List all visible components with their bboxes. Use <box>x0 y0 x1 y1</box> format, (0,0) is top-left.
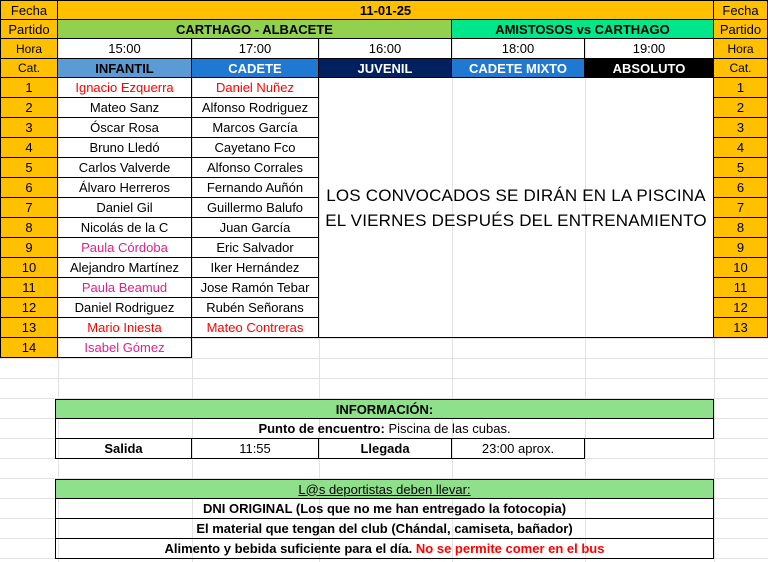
hora-label-right: Hora <box>714 39 768 59</box>
infantil-player: Mateo Sanz <box>58 98 192 118</box>
match-carthago-albacete: CARTHAGO - ALBACETE <box>58 20 452 39</box>
gridline-horizontal <box>0 378 768 379</box>
infantil-player: Daniel Rodriguez <box>58 298 192 318</box>
match-amistosos: AMISTOSOS vs CARTHAGO <box>452 20 714 39</box>
infantil-player: Bruno Lledó <box>58 138 192 158</box>
row-number-right: 5 <box>714 158 768 178</box>
salida-label: Salida <box>55 439 192 459</box>
row-number-left: 2 <box>0 98 58 118</box>
category-cadete-mixto: CADETE MIXTO <box>452 59 585 78</box>
cadete-player: Rubén Señorans <box>192 298 319 318</box>
time-cadete: 17:00 <box>192 39 319 59</box>
notice-line-1: LOS CONVOCADOS SE DIRÁN EN LA PISCINA <box>326 185 706 205</box>
infantil-player: Álvaro Herreros <box>58 178 192 198</box>
row-number-left: 9 <box>0 238 58 258</box>
row-number-right: 11 <box>714 278 768 298</box>
row-number-right: 4 <box>714 138 768 158</box>
cadete-player: Guillermo Balufo <box>192 198 319 218</box>
cat-label-left: Cat. <box>0 59 58 78</box>
row-number-right: 3 <box>714 118 768 138</box>
category-absoluto: ABSOLUTO <box>585 59 714 78</box>
row-number-right: 13 <box>714 318 768 338</box>
row-number-left: 1 <box>0 78 58 98</box>
row-number-left: 6 <box>0 178 58 198</box>
infantil-player: Ignacio Ezquerra <box>58 78 192 98</box>
row-number-left: 5 <box>0 158 58 178</box>
time-juvenil: 16:00 <box>319 39 452 59</box>
cadete-player: Mateo Contreras <box>192 318 319 338</box>
row-number-right: 12 <box>714 298 768 318</box>
row-number-left: 13 <box>0 318 58 338</box>
row-number-left: 12 <box>0 298 58 318</box>
convocados-notice <box>319 78 714 338</box>
fecha-label-right: Fecha <box>714 0 768 20</box>
row-number-left: 8 <box>0 218 58 238</box>
infantil-player: Óscar Rosa <box>58 118 192 138</box>
salida-value: 11:55 <box>192 439 319 459</box>
bring-item-dni: DNI ORIGINAL (Los que no me han entregado la fotocopia) <box>55 499 714 519</box>
cadete-player: Juan García <box>192 218 319 238</box>
partido-label-left: Partido <box>0 20 58 39</box>
infantil-player: Daniel Gil <box>58 198 192 218</box>
llegada-value: 23:00 aprox. <box>452 439 585 459</box>
meeting-point <box>55 419 714 439</box>
hora-label-left: Hora <box>0 39 58 59</box>
meeting-label: Punto de encuentro: <box>258 421 385 436</box>
row-number-left: 4 <box>0 138 58 158</box>
time-infantil: 15:00 <box>58 39 192 59</box>
gridline-horizontal <box>0 358 768 359</box>
infantil-player: Paula Córdoba <box>58 238 192 258</box>
notice-line-2: EL VIERNES DESPUÉS DEL ENTRENAMIENTO <box>325 210 707 230</box>
info-title: INFORMACIÓN: <box>55 399 714 419</box>
row-number-left: 3 <box>0 118 58 138</box>
row-number-left: 14 <box>0 338 58 358</box>
cadete-player: Alfonso Rodriguez <box>192 98 319 118</box>
cat-label-right: Cat. <box>714 59 768 78</box>
infantil-player: Mario Iniesta <box>58 318 192 338</box>
infantil-player: Isabel Gómez <box>58 338 192 358</box>
row-number-right: 2 <box>714 98 768 118</box>
cadete-player: Iker Hernández <box>192 258 319 278</box>
row-number-right: 8 <box>714 218 768 238</box>
row-number-left: 11 <box>0 278 58 298</box>
bring-item-food <box>55 539 714 559</box>
row-number-right: 9 <box>714 238 768 258</box>
category-juvenil: JUVENIL <box>319 59 452 78</box>
category-infantil: INFANTIL <box>58 59 192 78</box>
llegada-label: Llegada <box>319 439 452 459</box>
infantil-player: Alejandro Martínez <box>58 258 192 278</box>
category-cadete: CADETE <box>192 59 319 78</box>
cadete-player: Marcos García <box>192 118 319 138</box>
infantil-player: Nicolás de la C <box>58 218 192 238</box>
time-absoluto: 19:00 <box>585 39 714 59</box>
time-cadete-mixto: 18:00 <box>452 39 585 59</box>
no-eating-warning: No se permite comer en el bus <box>412 541 605 556</box>
cadete-player: Cayetano Fco <box>192 138 319 158</box>
row-number-left: 7 <box>0 198 58 218</box>
bring-item-material: El material que tengan del club (Chándal, camiseta, bañador) <box>55 519 714 539</box>
cadete-player: Fernando Auñón <box>192 178 319 198</box>
food-text: Alimento y bebida suficiente para el día. <box>164 541 413 556</box>
fecha-label-left: Fecha <box>0 0 58 20</box>
row-number-right: 10 <box>714 258 768 278</box>
bring-title: L@s deportistas deben llevar: <box>55 479 714 499</box>
row-number-right: 6 <box>714 178 768 198</box>
cadete-player: Alfonso Corrales <box>192 158 319 178</box>
cadete-player: Eric Salvador <box>192 238 319 258</box>
cadete-player: Daniel Nuñez <box>192 78 319 98</box>
infantil-player: Paula Beamud <box>58 278 192 298</box>
row-number-left: 10 <box>0 258 58 278</box>
cadete-player: Jose Ramón Tebar <box>192 278 319 298</box>
meeting-value: Piscina de las cubas. <box>384 421 511 436</box>
partido-label-right: Partido <box>714 20 768 39</box>
row-number-right: 1 <box>714 78 768 98</box>
date-value: 11-01-25 <box>58 0 714 20</box>
infantil-player: Carlos Valverde <box>58 158 192 178</box>
row-number-right: 7 <box>714 198 768 218</box>
